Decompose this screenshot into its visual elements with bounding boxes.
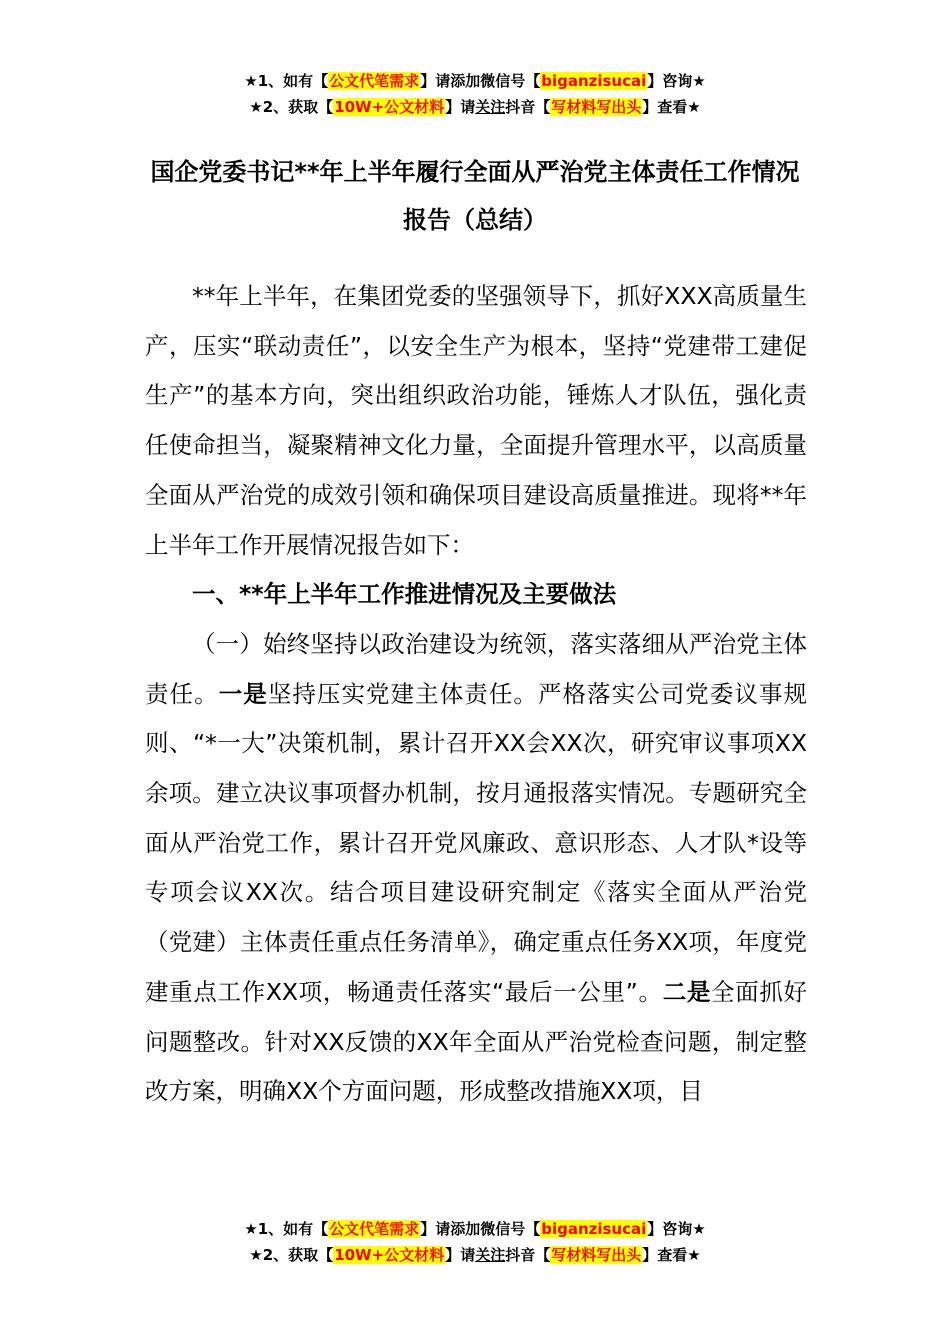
paragraph-text: 坚持压实党建主体责任。严格落实公司党委议事规则、“*一大”决策机制，累计召开XX会XX次，研究审议事项XX余项。建立决议事项督办机制，按月通报落实情况。专题研究全面从严治党工作，累计召开党风廉政、意识形态、人才队*设等专项会议XX次。结合项目建设研究制定《落实全面从严治党（党建）主体责任重点任务清单》，确定重点任务XX项，年度党建重点工作XX项，畅通责任落实“最后一公里”。 — [145, 679, 808, 1006]
underlined-text: 关注 — [475, 98, 506, 116]
banner-text: ★2、获取【 — [249, 1246, 334, 1264]
bold-marker: 一是 — [218, 679, 268, 708]
highlight-text: 公文代笔需求 — [329, 1220, 420, 1238]
highlight-text: 10W+公文材料 — [334, 1246, 445, 1264]
header-banner — [0, 68, 950, 120]
underlined-text: 关注 — [475, 1246, 506, 1264]
highlight-text: 写材料写出头 — [551, 1246, 642, 1264]
body-paragraph — [145, 620, 807, 1117]
highlight-text: 公文代笔需求 — [329, 72, 420, 90]
banner-text: 】请 — [445, 1246, 476, 1264]
paragraph-text: （一）始终坚持以政治建设为统领，落实落细从严治党主体责任。 — [145, 629, 807, 708]
document-body — [145, 272, 807, 1117]
banner-text: ★1、如有【 — [244, 1220, 329, 1238]
banner-text: 】请添加微信号【 — [420, 72, 541, 90]
banner-line-2 — [0, 1242, 950, 1268]
banner-text: ★2、获取【 — [249, 98, 334, 116]
highlight-text: biganzisucai — [541, 72, 647, 90]
intro-paragraph: **年上半年，在集团党委的坚强领导下，抓好XXX高质量生产，压实“联动责任”，以安全生产为根本，坚持“党建带工建促生产”的基本方向，突出组织政治功能，锤炼人才队伍，强化责任使命担当，凝聚精神文化力量，全面提升管理水平，以高质量全面从严治党的成效引领和确保项目建设高质量推进。现将**年上半年工作开展情况报告如下： — [145, 282, 807, 559]
banner-text: 】查看★ — [642, 98, 701, 116]
section-heading: 一、**年上半年工作推进情况及主要做法 — [192, 580, 617, 609]
paragraph-text: 全面抓好问题整改。针对XX反馈的XX年全面从严治党检查问题，制定整改方案，明确XX个方面问题，形成整改措施XX项，目 — [145, 977, 808, 1106]
highlight-text: 10W+公文材料 — [334, 98, 445, 116]
banner-text: 抖音【 — [505, 98, 551, 116]
banner-text: 】咨询★ — [647, 1220, 706, 1238]
document-title: 国企党委书记**年上半年履行全面从严治党主体责任工作情况报告（总结） — [150, 158, 800, 234]
bold-marker: 二是 — [662, 977, 712, 1006]
banner-text: 】请 — [445, 98, 476, 116]
banner-text: 】请添加微信号【 — [420, 1220, 541, 1238]
highlight-text: biganzisucai — [541, 1220, 647, 1238]
banner-text: 抖音【 — [505, 1246, 551, 1264]
banner-line-1 — [0, 68, 950, 94]
banner-text: ★1、如有【 — [244, 72, 329, 90]
banner-line-2 — [0, 94, 950, 120]
footer-banner — [0, 1216, 950, 1268]
banner-line-1 — [0, 1216, 950, 1242]
highlight-text: 写材料写出头 — [551, 98, 642, 116]
banner-text: 】查看★ — [642, 1246, 701, 1264]
banner-text: 】咨询★ — [647, 72, 706, 90]
